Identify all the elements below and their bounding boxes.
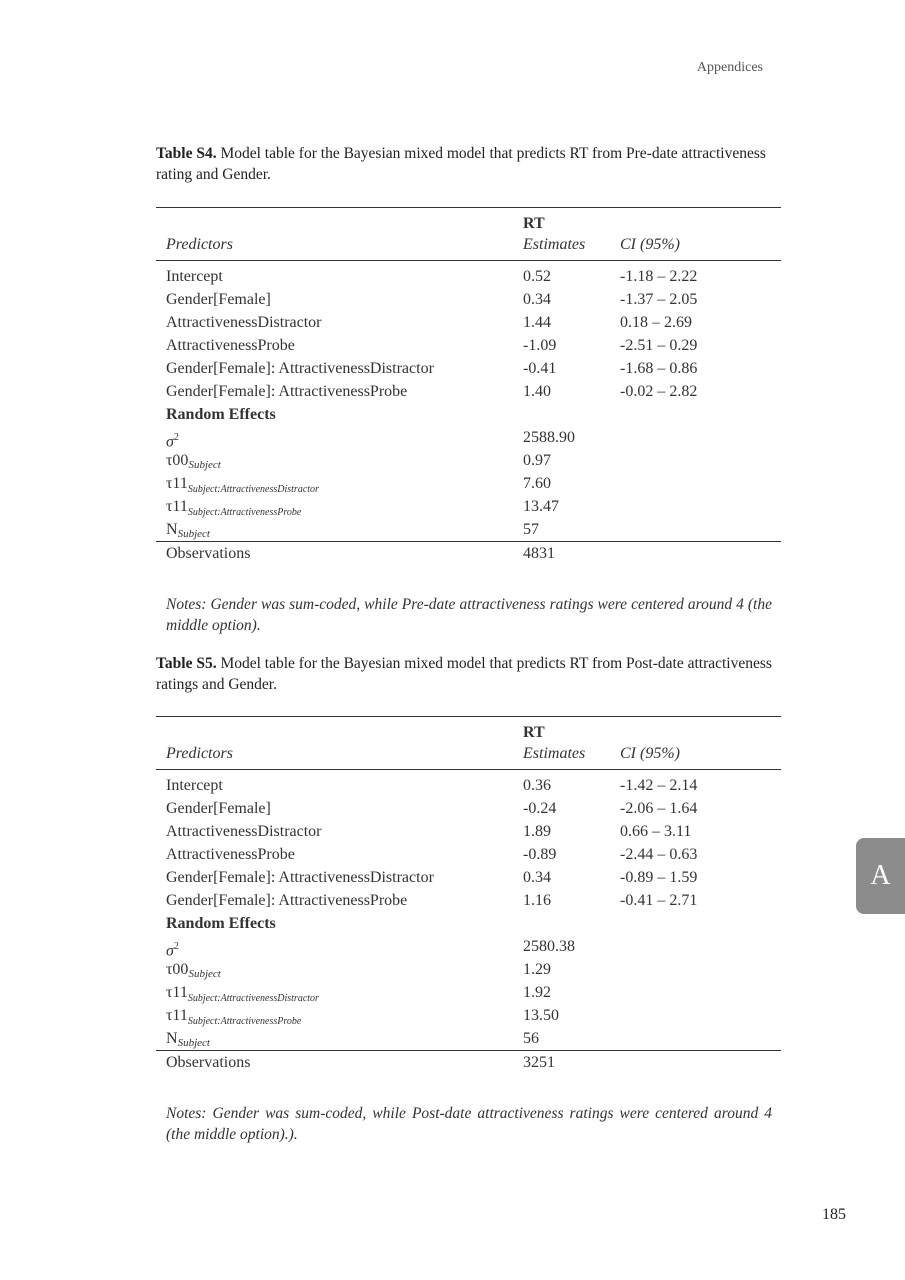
estimate-cell: 0.34: [523, 291, 551, 308]
estimate-cell: 56: [523, 1030, 539, 1047]
dv-header: RT: [523, 215, 545, 232]
estimate-cell: 0.36: [523, 777, 551, 794]
table-row: [156, 472, 781, 495]
table-row: [156, 311, 781, 334]
tau00-symbol: τ00: [166, 961, 189, 978]
random-effects-heading-row: [156, 912, 781, 935]
ci-cell: -2.44 – 0.63: [620, 846, 698, 863]
estimate-cell: -1.09: [523, 337, 557, 354]
ci-cell: -1.68 – 0.86: [620, 360, 698, 377]
n-symbol: N: [166, 521, 178, 538]
estimate-cell: -0.24: [523, 800, 557, 817]
table-s4-caption-text: Model table for the Bayesian mixed model that predicts RT from Pre-date attractiveness rating and Gender.: [156, 145, 766, 183]
table-row: [156, 981, 781, 1004]
estimate-cell: 13.47: [523, 498, 559, 515]
predictor-cell: Intercept: [166, 777, 223, 794]
col-header-estimates: Estimates: [523, 236, 586, 253]
n-symbol: N: [166, 1030, 178, 1047]
predictor-cell: Gender[Female]: AttractivenessProbe: [166, 383, 408, 400]
predictor-cell: AttractivenessProbe: [166, 846, 295, 863]
table-row: [156, 866, 781, 889]
table-row: [156, 843, 781, 866]
observations-label: Observations: [166, 545, 251, 562]
sigma-superscript: 2: [173, 941, 179, 952]
sigma-symbol: σ: [166, 433, 174, 451]
estimate-cell: 0.52: [523, 268, 551, 285]
estimate-cell: 7.60: [523, 475, 551, 492]
table-s4: [156, 207, 781, 565]
table-row: [156, 449, 781, 472]
tau00-subscript: Subject: [188, 459, 221, 471]
table-row: [156, 820, 781, 843]
table-row: [156, 288, 781, 311]
predictor-cell: AttractivenessDistractor: [166, 823, 322, 840]
predictor-cell: Gender[Female]: [166, 291, 271, 308]
random-effects-title: Random Effects: [166, 915, 276, 932]
col-header-estimates: Estimates: [523, 745, 586, 762]
estimate-cell: 0.97: [523, 452, 551, 469]
table-s4-caption: [156, 143, 781, 185]
estimate-cell: 1.92: [523, 984, 551, 1001]
estimate-cell: -0.89: [523, 846, 557, 863]
predictor-cell: Gender[Female]: AttractivenessDistractor: [166, 360, 434, 377]
table-s5-label: Table S5.: [156, 655, 217, 672]
predictor-cell: Gender[Female]: AttractivenessDistractor: [166, 869, 434, 886]
table-s4-label: Table S4.: [156, 145, 217, 162]
ci-cell: -2.06 – 1.64: [620, 800, 698, 817]
observations-label: Observations: [166, 1054, 251, 1071]
table-row: [156, 334, 781, 357]
table-row: [156, 518, 781, 541]
tau11-subscript: Subject:AttractivenessProbe: [187, 507, 302, 518]
estimate-cell: -0.41: [523, 360, 557, 377]
ci-cell: 0.18 – 2.69: [620, 314, 692, 331]
observations-value: 4831: [523, 545, 555, 562]
table-row: [156, 426, 781, 449]
observations-row: [156, 1051, 781, 1074]
predictor-cell: Gender[Female]: [166, 800, 271, 817]
ci-cell: -1.18 – 2.22: [620, 268, 698, 285]
table-row: [156, 1027, 781, 1050]
table-row: [156, 797, 781, 820]
running-head: Appendices: [696, 60, 763, 75]
page-number: 185: [822, 1206, 846, 1223]
ci-cell: -0.89 – 1.59: [620, 869, 698, 886]
tau00-subscript: Subject: [188, 968, 221, 980]
table-row: [156, 774, 781, 797]
table-row: [156, 357, 781, 380]
n-subscript: Subject: [177, 528, 210, 540]
table-row: [156, 380, 781, 403]
table-row: [156, 1004, 781, 1027]
table-s5: [156, 716, 781, 1074]
appendix-thumb-tab: A: [856, 838, 905, 914]
tau00-symbol: τ00: [166, 452, 189, 469]
predictor-cell: Intercept: [166, 268, 223, 285]
sigma-superscript: 2: [173, 432, 179, 443]
col-header-ci: CI (95%): [620, 745, 680, 762]
tau11-subscript: Subject:AttractivenessDistractor: [187, 484, 319, 495]
estimate-cell: 2580.38: [523, 938, 575, 955]
predictor-cell: AttractivenessProbe: [166, 337, 295, 354]
ci-cell: 0.66 – 3.11: [620, 823, 692, 840]
table-row: [156, 265, 781, 288]
table-row: [156, 958, 781, 981]
table-s5-notes: Notes: Gender was sum-coded, while Post-date attractiveness ratings were centered around 4 (the middle option).).: [166, 1105, 772, 1143]
tau11-subscript: Subject:AttractivenessProbe: [187, 1016, 302, 1027]
estimate-cell: 1.29: [523, 961, 551, 978]
table-row: [156, 495, 781, 518]
estimate-cell: 1.16: [523, 892, 551, 909]
col-header-predictors: Predictors: [166, 236, 233, 253]
predictor-cell: AttractivenessDistractor: [166, 314, 322, 331]
observations-row: [156, 542, 781, 565]
estimate-cell: 1.89: [523, 823, 551, 840]
random-effects-title: Random Effects: [166, 406, 276, 423]
table-row: [156, 935, 781, 958]
table-row: [156, 889, 781, 912]
random-effects-heading-row: [156, 403, 781, 426]
table-s5-caption-text: Model table for the Bayesian mixed model that predicts RT from Post-date attractiveness ratings and Gender.: [156, 655, 772, 693]
estimate-cell: 1.40: [523, 383, 551, 400]
estimate-cell: 1.44: [523, 314, 551, 331]
table-s4-notes: Notes: Gender was sum-coded, while Pre-date attractiveness ratings were centered around 4 (the middle option).: [166, 596, 772, 634]
col-header-predictors: Predictors: [166, 745, 233, 762]
tau11-symbol: τ11: [166, 475, 188, 492]
observations-value: 3251: [523, 1054, 555, 1071]
ci-cell: -1.42 – 2.14: [620, 777, 698, 794]
tau11-subscript: Subject:AttractivenessDistractor: [187, 993, 319, 1004]
estimate-cell: 57: [523, 521, 539, 538]
tau11-symbol: τ11: [166, 984, 188, 1001]
col-header-ci: CI (95%): [620, 236, 680, 253]
ci-cell: -1.37 – 2.05: [620, 291, 698, 308]
tau11-symbol: τ11: [166, 498, 188, 515]
ci-cell: -0.41 – 2.71: [620, 892, 698, 909]
dv-header: RT: [523, 724, 545, 741]
estimate-cell: 0.34: [523, 869, 551, 886]
sigma-symbol: σ: [166, 942, 174, 960]
ci-cell: -2.51 – 0.29: [620, 337, 698, 354]
table-s5-caption: [156, 653, 781, 695]
estimate-cell: 2588.90: [523, 429, 575, 446]
tau11-symbol: τ11: [166, 1007, 188, 1024]
ci-cell: -0.02 – 2.82: [620, 383, 698, 400]
estimate-cell: 13.50: [523, 1007, 559, 1024]
n-subscript: Subject: [177, 1037, 210, 1049]
predictor-cell: Gender[Female]: AttractivenessProbe: [166, 892, 408, 909]
